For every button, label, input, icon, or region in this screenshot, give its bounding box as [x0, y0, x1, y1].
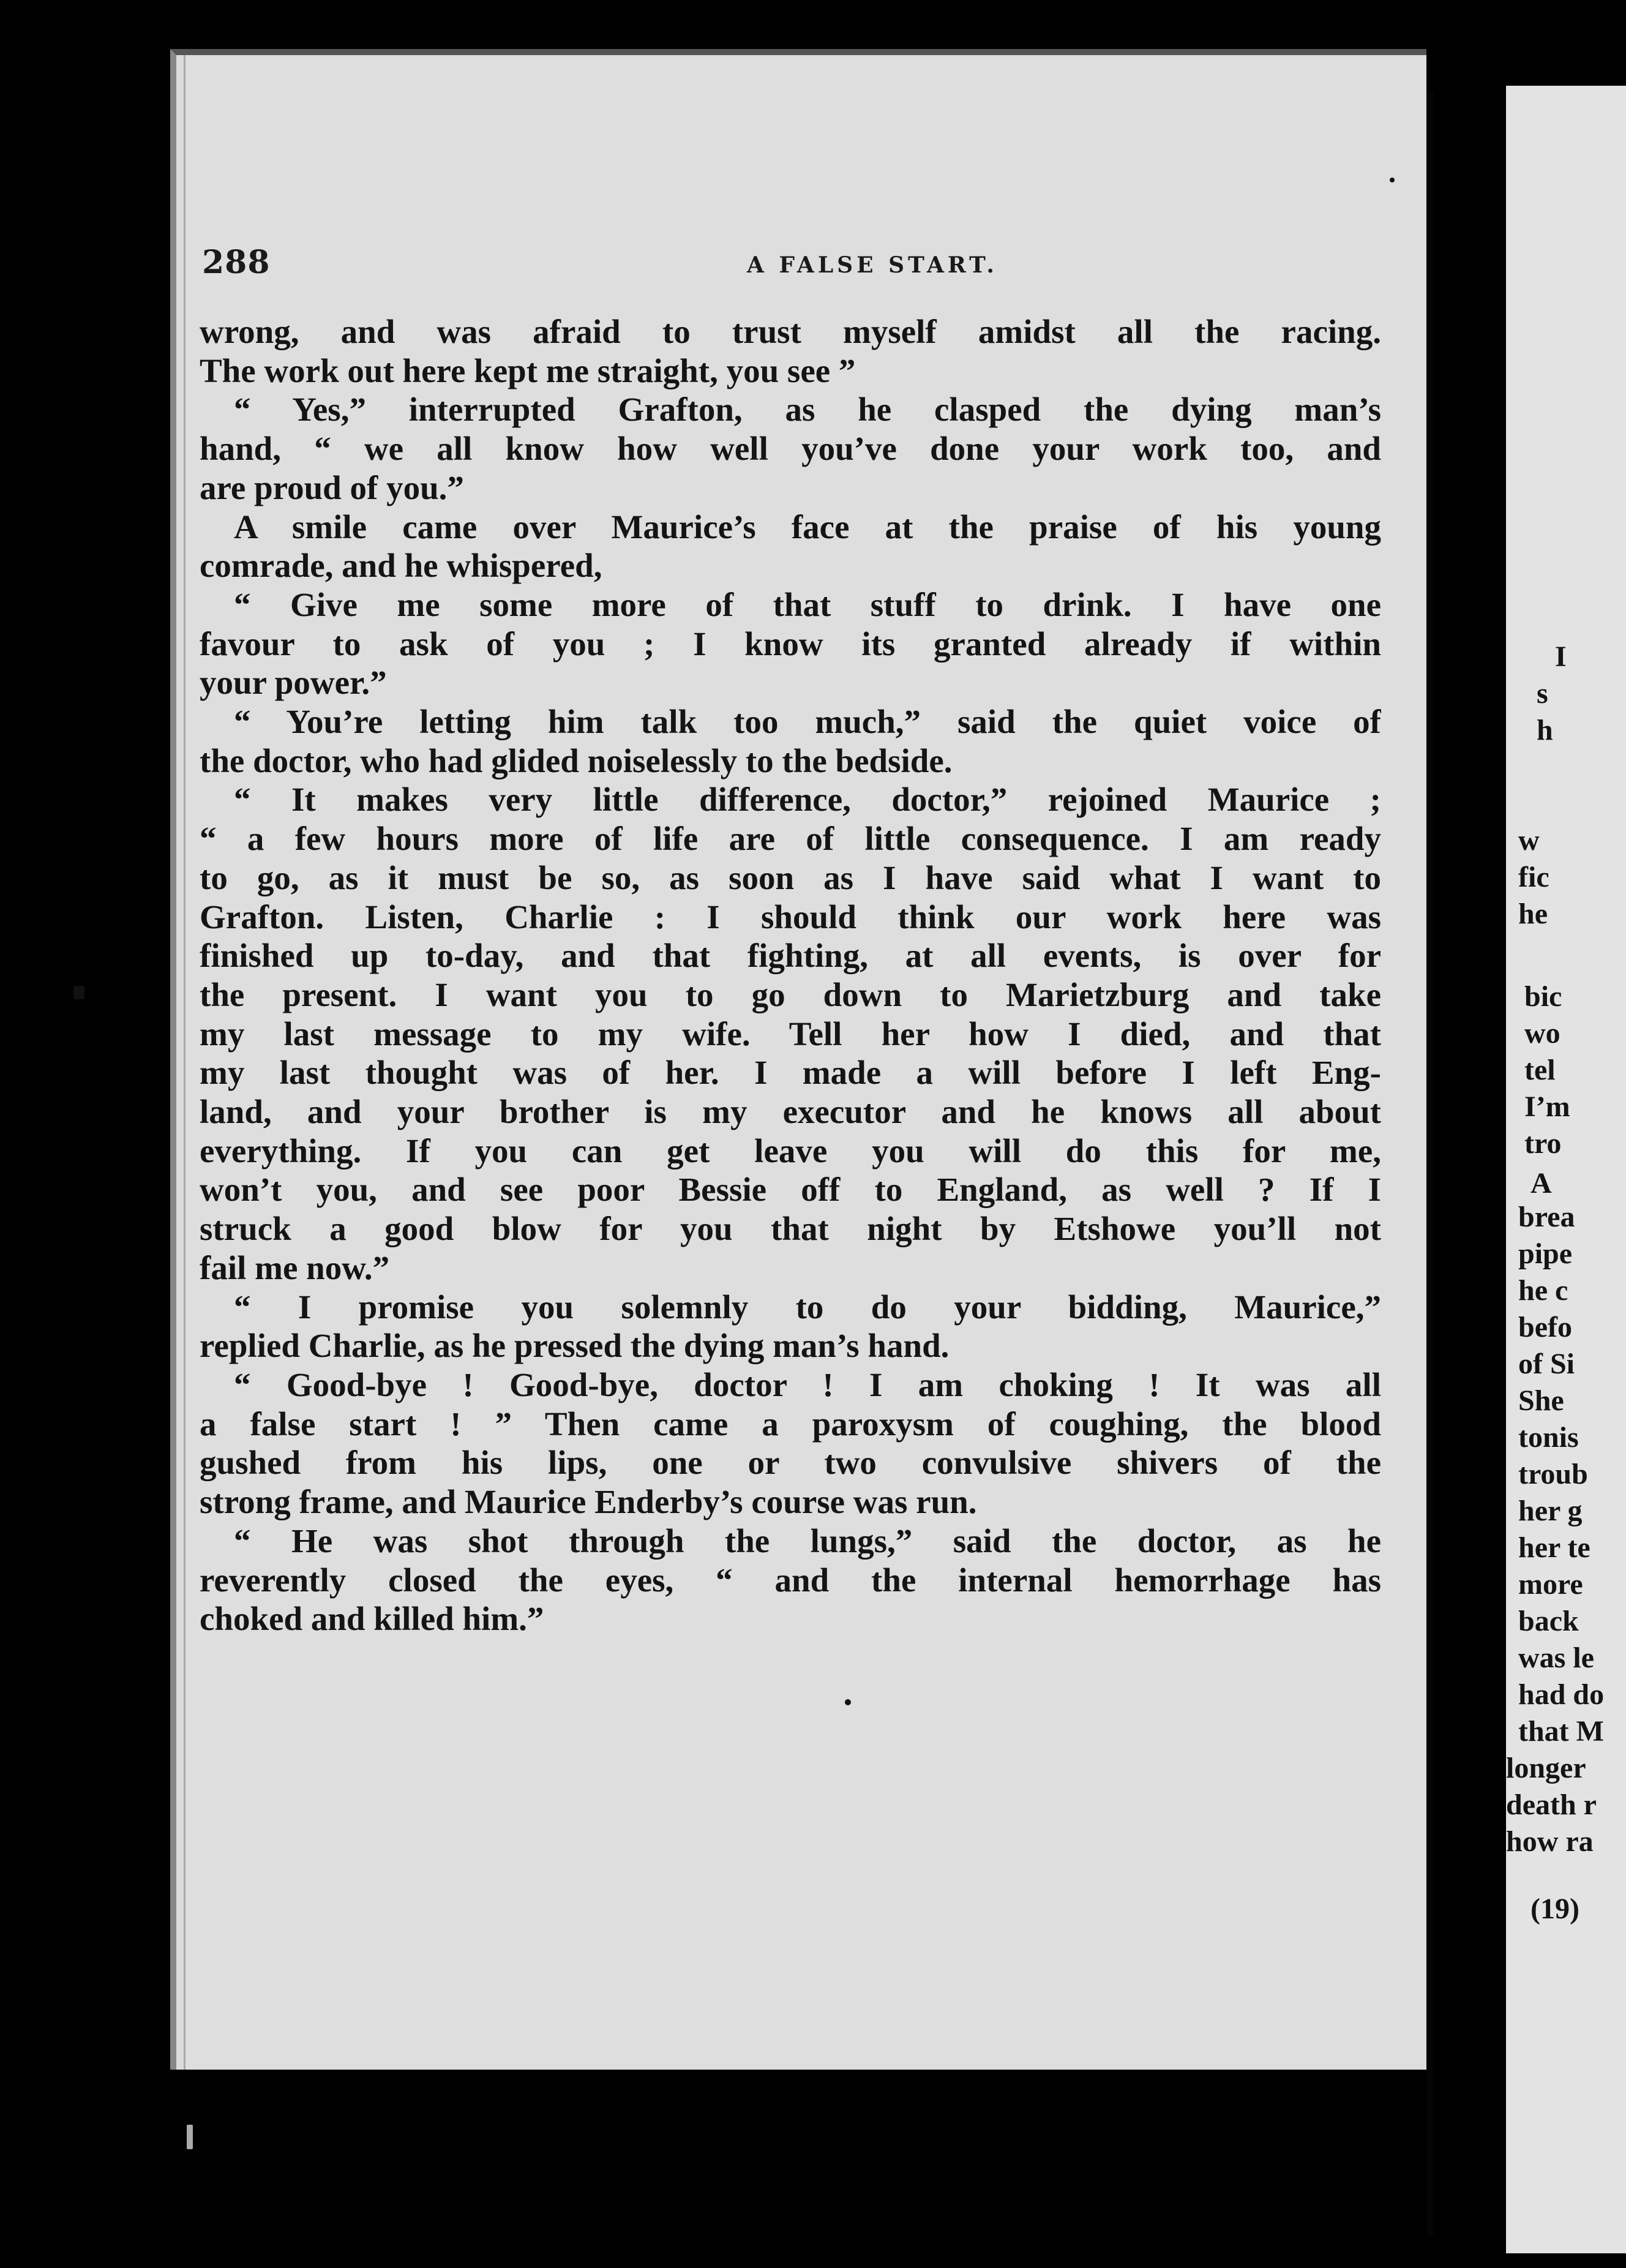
right-page-line: befo	[1518, 1311, 1572, 1343]
text-line: “ It makes very little difference, doctor,” rejoined Maurice ;	[234, 781, 1381, 819]
scan-speck	[845, 1699, 851, 1705]
right-page-line: I’m	[1524, 1091, 1570, 1123]
running-head	[202, 244, 1384, 287]
right-page-line: I	[1555, 640, 1567, 673]
right-page-line: how ra	[1506, 1825, 1594, 1858]
text-line: your power.”	[200, 664, 387, 702]
right-page-line: back	[1518, 1605, 1579, 1637]
text-line: wrong, and was afraid to trust myself amidst all the racing.	[200, 313, 1381, 350]
right-page-line: more	[1518, 1568, 1583, 1601]
scan-speck	[1390, 178, 1395, 182]
right-page-line: (19)	[1530, 1893, 1579, 1925]
right-page-line: fic	[1518, 861, 1549, 893]
page-gutter-divider	[1426, 92, 1434, 2235]
body-text	[200, 312, 1381, 1659]
right-page-line: had do	[1518, 1678, 1605, 1711]
text-line: struck a good blow for you that night by Etshowe you’ll not	[200, 1210, 1381, 1248]
text-line: land, and your brother is my executor and he knows all about	[200, 1093, 1381, 1131]
right-page-line: he	[1518, 898, 1548, 930]
page-number: 288	[202, 244, 271, 281]
right-page-line: s	[1537, 677, 1548, 710]
text-line: everything. If you can get leave you will do this for me,	[200, 1132, 1381, 1170]
text-line: the present. I want you to go down to Marietzburg and take	[200, 975, 1381, 1013]
text-line: gushed from his lips, one or two convulsive shivers of the	[200, 1444, 1381, 1482]
right-page-line: bic	[1524, 980, 1562, 1013]
right-page-line: pipe	[1518, 1237, 1573, 1270]
right-page-line: her te	[1518, 1531, 1590, 1564]
text-line: won’t you, and see poor Bessie off to England, as well ? If I	[200, 1171, 1381, 1209]
text-line: replied Charlie, as he pressed the dying man’s hand.	[200, 1327, 950, 1365]
right-page-line: of Si	[1518, 1348, 1575, 1380]
right-page-line: troub	[1518, 1458, 1588, 1490]
text-line: “ You’re letting him talk too much,” said the quiet voice of	[234, 703, 1381, 741]
text-line: hand, “ we all know how well you’ve done your work too, and	[200, 430, 1381, 468]
right-page-line: that M	[1518, 1715, 1604, 1748]
right-page-line: tonis	[1518, 1421, 1579, 1454]
running-title: A FALSE START.	[747, 252, 998, 278]
text-line: “ I promise you solemnly to do your bidding, Maurice,”	[234, 1288, 1381, 1326]
text-line: the doctor, who had glided noiselessly to the bedside.	[200, 742, 953, 779]
right-page-line: h	[1537, 714, 1553, 746]
text-line: The work out here kept me straight, you see ”	[200, 351, 856, 389]
text-line: my last message to my wife. Tell her how I died, and that	[200, 1015, 1381, 1053]
text-line: “ a few hours more of life are of little consequence. I am ready	[200, 820, 1381, 858]
right-page-line: wo	[1524, 1017, 1560, 1050]
right-page-line: A	[1530, 1167, 1552, 1200]
right-page-line: tro	[1524, 1127, 1562, 1160]
right-page-line: tel	[1524, 1054, 1556, 1086]
text-line: “ He was shot through the lungs,” said the doctor, as he	[234, 1522, 1381, 1560]
right-page-line: longer	[1506, 1752, 1586, 1784]
text-line: are proud of you.”	[200, 468, 464, 506]
text-line: my last thought was of her. I made a will before I left Eng-	[200, 1054, 1381, 1092]
right-page-line: her g	[1518, 1495, 1583, 1527]
text-line: to go, as it must be so, as soon as I have said what I want to	[200, 858, 1381, 896]
text-line: choked and killed him.”	[200, 1600, 544, 1638]
text-line: “ Good-bye ! Good-bye, doctor ! I am choking ! It was all	[234, 1365, 1381, 1403]
text-line: reverently closed the eyes, “ and the internal hemorrhage has	[200, 1561, 1381, 1599]
right-page-fragment	[1506, 86, 1626, 2253]
right-page-line: death r	[1506, 1789, 1597, 1821]
text-line: Grafton. Listen, Charlie : I should think our work here was	[200, 898, 1381, 936]
text-line: A smile came over Maurice’s face at the praise of his young	[234, 508, 1381, 546]
text-line: fail me now.”	[200, 1249, 390, 1286]
text-line: a false start ! ” Then came a paroxysm of coughing, the blood	[200, 1405, 1381, 1443]
right-page-line: w	[1518, 824, 1540, 857]
text-line: favour to ask of you ; I know its granted already if within	[200, 625, 1381, 663]
text-line: strong frame, and Maurice Enderby’s course was run.	[200, 1483, 977, 1521]
right-page-line: he c	[1518, 1274, 1568, 1307]
text-line: finished up to-day, and that fighting, at all events, is over for	[200, 937, 1381, 975]
scan-speck	[187, 2125, 193, 2149]
right-page-line: brea	[1518, 1201, 1575, 1233]
right-page-line: She	[1518, 1384, 1564, 1417]
text-line: comrade, and he whispered,	[200, 547, 602, 585]
text-line: “ Yes,” interrupted Grafton, as he clasped the dying man’s	[234, 391, 1381, 429]
scan-speck	[73, 986, 84, 999]
text-line: “ Give me some more of that stuff to drink. I have one	[234, 585, 1381, 623]
right-page-line: was le	[1518, 1642, 1594, 1674]
